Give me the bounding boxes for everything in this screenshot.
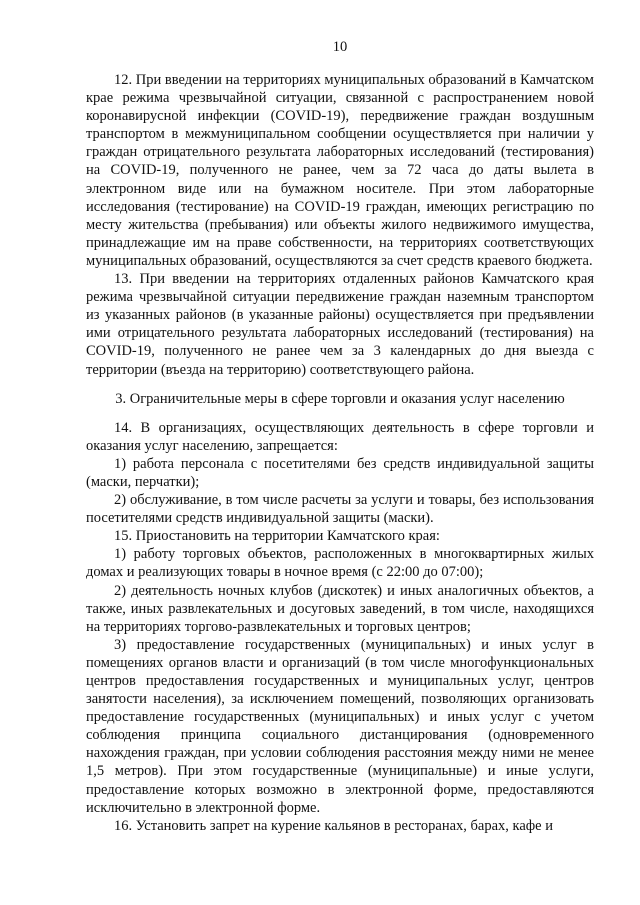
document-body [86,71,594,835]
page-number: 10 [332,39,348,55]
paragraph-15-2: 2) деятельность ночных клубов (дискотек) и иных аналогичных объектов, а также, иных развлекательных и досуговых заведений, в том числе, находящихся на территориях торгово-развлекательных и торговых центров; [86,582,594,635]
paragraph-12: 12. При введении на территориях муниципальных образований в Камчатском крае режима чрезвычайной ситуации, связанной с распространением новой коронавирусной инфекции (COVID-19), передвижение граждан воздушным транспортом в межмуниципальном сообщении осуществляется при наличии у граждан отрицательного результата лабораторных исследований (тестирования) на COVID-19, полученного не ранее, чем за 72 часа до даты вылета в электронном виде или на бумажном носителе. При этом лабораторные исследования (тестирование) на COVID-19 граждан, имеющих регистрацию по месту жительства (пребывания) или объекты жилого недвижимого имущества, принадлежащие им на праве собственности, на территориях соответствующих муниципальных образований, осуществляются за счет средств краевого бюджета. [86,72,594,269]
paragraph-15-3: 3) предоставление государственных (муниципальных) и иных услуг в помещениях органов власти и организаций (в том числе многофункциональных центров предоставления государственных и муниципальных услуг, центров занятости населения), за исключением помещений, позволяющих организовать предоставление государственных (муниципальных) и иных услуг с учетом соблюдения принципа социального дистанцирования (одновременного нахождения граждан, при условии соблюдения расстояния между ними не менее 1,5 метров). При этом государственные (муниципальные) и иные услуги, предоставление которых возможно в электронной форме, предоставляются исключительно в электронной форме. [86,636,594,816]
paragraph-14: 14. В организациях, осуществляющих деятельность в сфере торговли и оказания услуг населению, запрещается: [86,419,594,454]
paragraph-14-1: 1) работа персонала с посетителями без средств индивидуальной защиты (маски, перчатки); [86,455,594,490]
paragraph-16: 16. Установить запрет на курение кальянов в ресторанах, барах, кафе и [114,817,554,834]
paragraph-14-2: 2) обслуживание, в том числе расчеты за услуги и товары, без использования посетителями средств индивидуальной защиты (маски). [86,492,594,527]
paragraph-13: 13. При введении на территориях отдаленных районов Камчатского края режима чрезвычайной ситуации передвижение граждан наземным транспортом из указанных районов (в указанные районы) осуществляется при предъявлении ими отрицательного результата лабораторных исследований (тестирования) на COVID-19, полученного не ранее чем за 3 календарных до дня выезда с территории (въезда на территорию) соответствующего района. [86,271,594,378]
section-heading-3: 3. Ограничительные меры в сфере торговли и оказания услуг населению [115,390,565,407]
paragraph-15-1: 1) работу торговых объектов, расположенных в многоквартирных жилых домах и реализующих товары в ночное время (с 22:00 до 07:00); [86,546,594,581]
paragraph-15: 15. Приостановить на территории Камчатского края: [114,528,440,545]
